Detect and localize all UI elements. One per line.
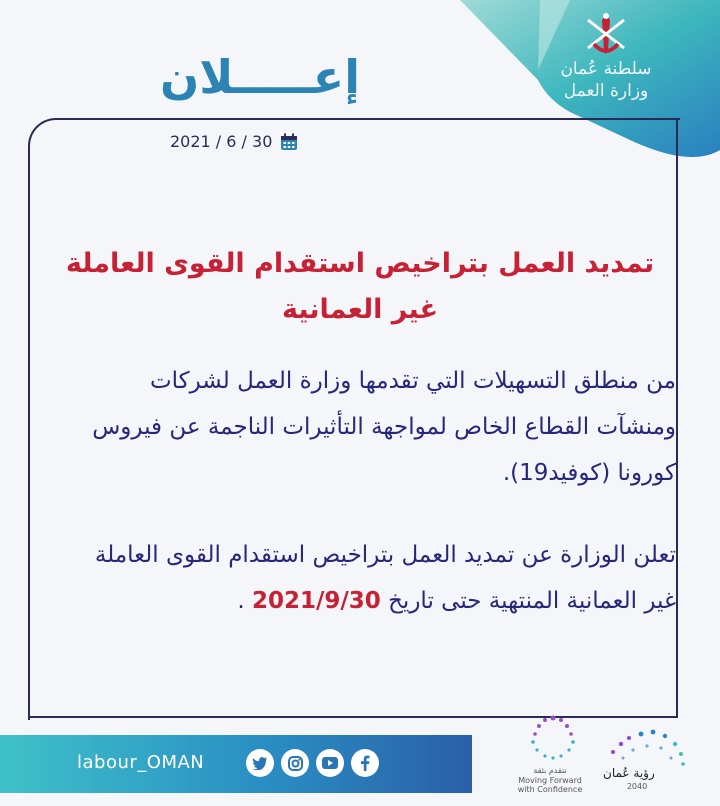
twitter-icon[interactable] [246, 749, 274, 777]
frame-right-edge [676, 118, 678, 718]
paragraph-1-line-2: ومنشآت القطاع الخاص لمواجهة التأثيرات الناجمة عن فيروس [92, 414, 676, 440]
expiry-date: 2021/9/30 [251, 588, 381, 614]
page-title: إعـــــلان [160, 50, 360, 104]
headline-line-2: غير العمانية [281, 294, 439, 325]
moving-forward-arabic: نتقدم بثقة [533, 766, 567, 775]
instagram-icon[interactable] [281, 749, 309, 777]
date-text: 2021 / 6 / 30 [170, 132, 273, 151]
paragraph-2-end: . [237, 588, 245, 614]
vision-2040-text: رؤية عُمان [603, 766, 655, 780]
headline-line-1: تمديد العمل بتراخيص استقدام القوى العاملة [65, 248, 655, 279]
announcement-date [170, 132, 298, 151]
calendar-icon [280, 133, 298, 151]
footer-social-bar [0, 735, 472, 793]
paragraph-2-line-1: تعلن الوزارة عن تمديد العمل بتراخيص استقدام القوى العاملة [94, 542, 676, 568]
footer-logos [515, 712, 700, 800]
logo-ministry-name: وزارة العمل [563, 81, 649, 101]
logo-country-name: سلطنة عُمان [560, 59, 652, 79]
paragraph-1 [42, 358, 676, 496]
paragraph-2 [42, 532, 676, 624]
paragraph-2-line-2 [42, 578, 676, 624]
youtube-icon[interactable] [316, 749, 344, 777]
khanjar-emblem-icon [580, 10, 632, 58]
paragraph-1-line-1: من منطلق التسهيلات التي تقدمها وزارة العمل لشركات [149, 368, 676, 394]
moving-forward-logo-icon [515, 714, 585, 770]
social-handle[interactable]: labour_OMAN [77, 752, 205, 773]
paragraph-2-text: غير العمانية المنتهية حتى تاريخ [388, 588, 676, 614]
moving-forward-english: Moving Forward with Confidence [517, 776, 583, 794]
facebook-icon[interactable] [351, 749, 379, 777]
vision-year: 2040 [626, 782, 648, 791]
paragraph-1-line-3: كورونا (كوفيد19). [502, 460, 676, 486]
ministry-logo [546, 10, 666, 102]
